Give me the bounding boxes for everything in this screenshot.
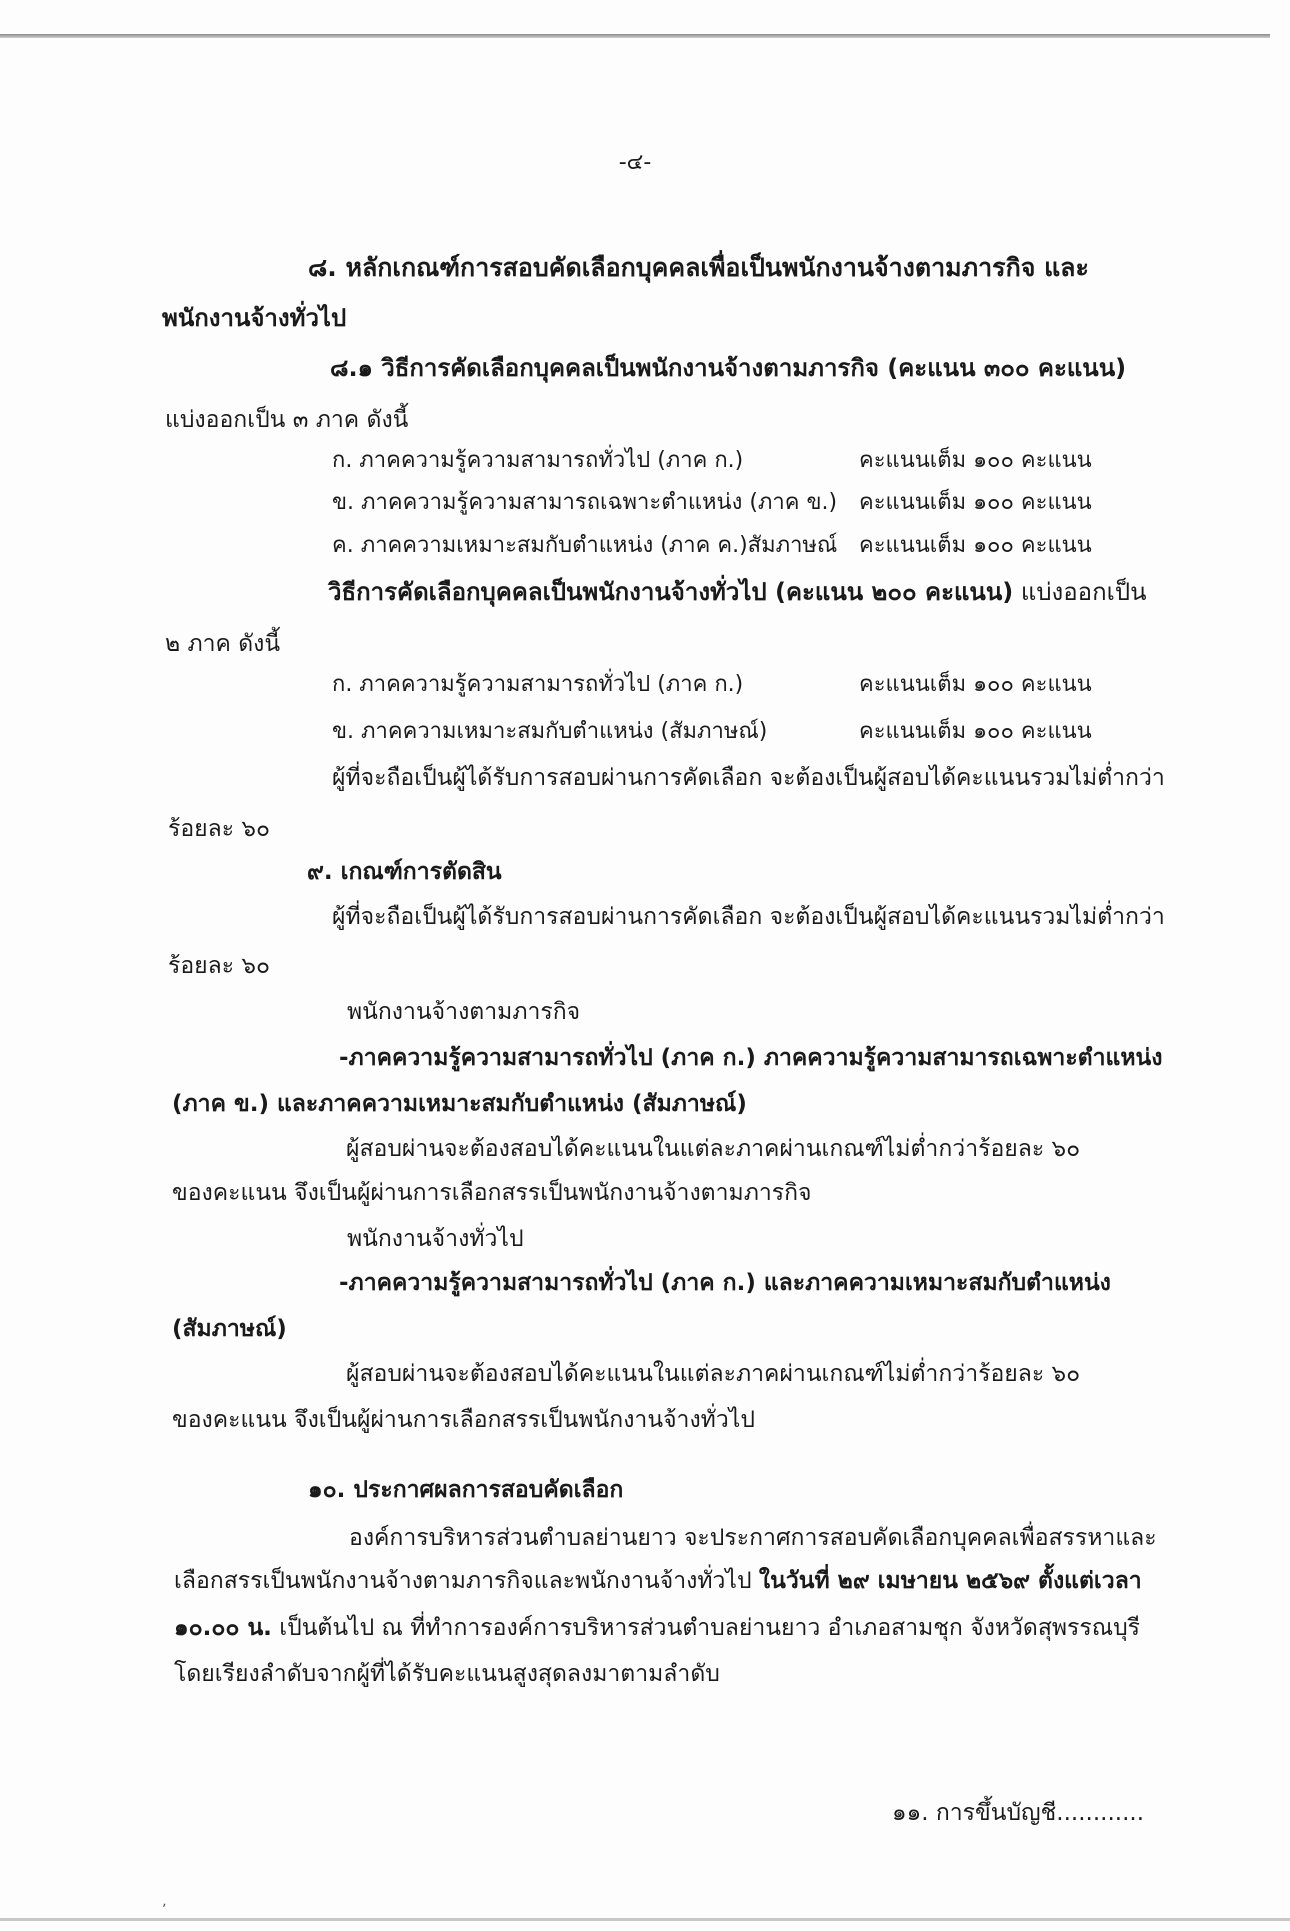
announcement-location: เป็นต้นไป ณ ที่ทำการองค์การบริหารส่วนตำบลย่านยาว อำเภอสามชุก จังหวัดสุพรรณบุรี [271,1615,1141,1641]
general-part-item: ข. ภาคความเหมาะสมกับตำแหน่ง (สัมภาษณ์) [332,719,768,744]
general-criteria-parts-cont: (สัมภาษณ์) [172,1316,287,1342]
announcement-line-2 [174,1566,1142,1596]
announcement-line-3 [174,1613,1140,1643]
section-8-1-heading: ๘.๑ วิธีการคัดเลือกบุคคลเป็นพนักงานจ้างตามภารกิจ (คะแนน ๓๐๐ คะแนน) [330,354,1127,382]
pen-mark: ʼ [162,1902,167,1918]
mission-part-score: คะแนนเต็ม ๑๐๐ คะแนน [859,448,1092,473]
general-part-item: ก. ภาคความรู้ความสามารถทั่วไป (ภาค ก.) [332,672,744,697]
section-9-pass-percent: ร้อยละ ๖๐ [168,953,271,979]
mission-employee-label: พนักงานจ้างตามภารกิจ [347,999,581,1025]
section-8-heading: ๘. หลักเกณฑ์การสอบคัดเลือกบุคคลเพื่อเป็นพนักงานจ้างตามภารกิจ และ [308,253,1089,282]
section-8-heading-cont: พนักงานจ้างทั่วไป [162,304,347,332]
mission-part-item: ค. ภาคความเหมาะสมกับตำแหน่ง (ภาค ค.)สัมภาษณ์ [332,533,838,558]
announcement-line-4: โดยเรียงลำดับจากผู้ที่ได้รับคะแนนสูงสุดลงมาตามลำดับ [174,1661,720,1687]
mission-criteria-parts: -ภาคความรู้ความสามารถทั่วไป (ภาค ก.) ภาคความรู้ความสามารถเฉพาะตำแหน่ง [339,1045,1163,1071]
general-method-intro: ๒ ภาค ดังนี้ [165,631,281,657]
section-10-heading: ๑๐. ประกาศผลการสอบคัดเลือก [308,1477,624,1503]
section-8-pass-percent: ร้อยละ ๖๐ [168,816,271,842]
section-8-pass-criteria: ผู้ที่จะถือเป็นผู้ได้รับการสอบผ่านการคัดเลือก จะต้องเป็นผู้สอบได้คะแนนรวมไม่ต่ำกว่า [332,765,1165,791]
scan-bottom-edge [0,1918,1290,1921]
mission-part-item: ข. ภาคความรู้ความสามารถเฉพาะตำแหน่ง (ภาค ข.) [332,490,838,515]
announcement-line-2-text: เลือกสรรเป็นพนักงานจ้างตามภารกิจและพนักงานจ้างทั่วไป [174,1568,759,1594]
section-9-heading: ๙. เกณฑ์การตัดสิน [307,859,502,885]
general-employee-label: พนักงานจ้างทั่วไป [347,1226,524,1252]
announcement-line-1: องค์การบริหารส่วนตำบลย่านยาว จะประกาศการสอบคัดเลือกบุคคลเพื่อสรรหาและ [349,1525,1157,1551]
general-method-heading [328,577,1146,607]
general-pass-rule-cont: ของคะแนน จึงเป็นผู้ผ่านการเลือกสรรเป็นพนักงานจ้างทั่วไป [172,1407,755,1433]
general-part-score: คะแนนเต็ม ๑๐๐ คะแนน [859,719,1092,744]
scan-top-edge [0,34,1270,38]
mission-part-score: คะแนนเต็ม ๑๐๐ คะแนน [859,490,1092,515]
mission-pass-rule: ผู้สอบผ่านจะต้องสอบได้คะแนนในแต่ละภาคผ่านเกณฑ์ไม่ต่ำกว่าร้อยละ ๖๐ [346,1136,1081,1162]
section-9-pass-criteria: ผู้ที่จะถือเป็นผู้ได้รับการสอบผ่านการคัดเลือก จะต้องเป็นผู้สอบได้คะแนนรวมไม่ต่ำกว่า [332,904,1165,930]
mission-part-item: ก. ภาคความรู้ความสามารถทั่วไป (ภาค ก.) [332,448,744,473]
general-part-score: คะแนนเต็ม ๑๐๐ คะแนน [859,672,1092,697]
continuation-note: ๑๑. การขึ้นบัญชี............ [892,1800,1145,1826]
mission-pass-rule-cont: ของคะแนน จึงเป็นผู้ผ่านการเลือกสรรเป็นพนักงานจ้างตามภารกิจ [172,1180,812,1206]
general-criteria-parts: -ภาคความรู้ความสามารถทั่วไป (ภาค ก.) และภาคความเหมาะสมกับตำแหน่ง [339,1270,1111,1296]
general-pass-rule: ผู้สอบผ่านจะต้องสอบได้คะแนนในแต่ละภาคผ่านเกณฑ์ไม่ต่ำกว่าร้อยละ ๖๐ [346,1361,1081,1387]
announcement-time: ๑๐.๐๐ น. [174,1615,272,1641]
page-number: -๔- [618,150,652,175]
general-method-heading-tail: แบ่งออกเป็น [1013,578,1147,606]
mission-part-score: คะแนนเต็ม ๑๐๐ คะแนน [859,533,1092,558]
mission-criteria-parts-cont: (ภาค ข.) และภาคความเหมาะสมกับตำแหน่ง (สัมภาษณ์) [172,1091,747,1117]
general-method-heading-bold: วิธีการคัดเลือกบุคคลเป็นพนักงานจ้างทั่วไป (คะแนน ๒๐๐ คะแนน) [328,578,1014,606]
announcement-date: ในวันที่ ๒๙ เมษายน ๒๕๖๙ ตั้งแต่เวลา [758,1568,1142,1594]
section-8-1-intro: แบ่งออกเป็น ๓ ภาค ดังนี้ [165,407,409,433]
